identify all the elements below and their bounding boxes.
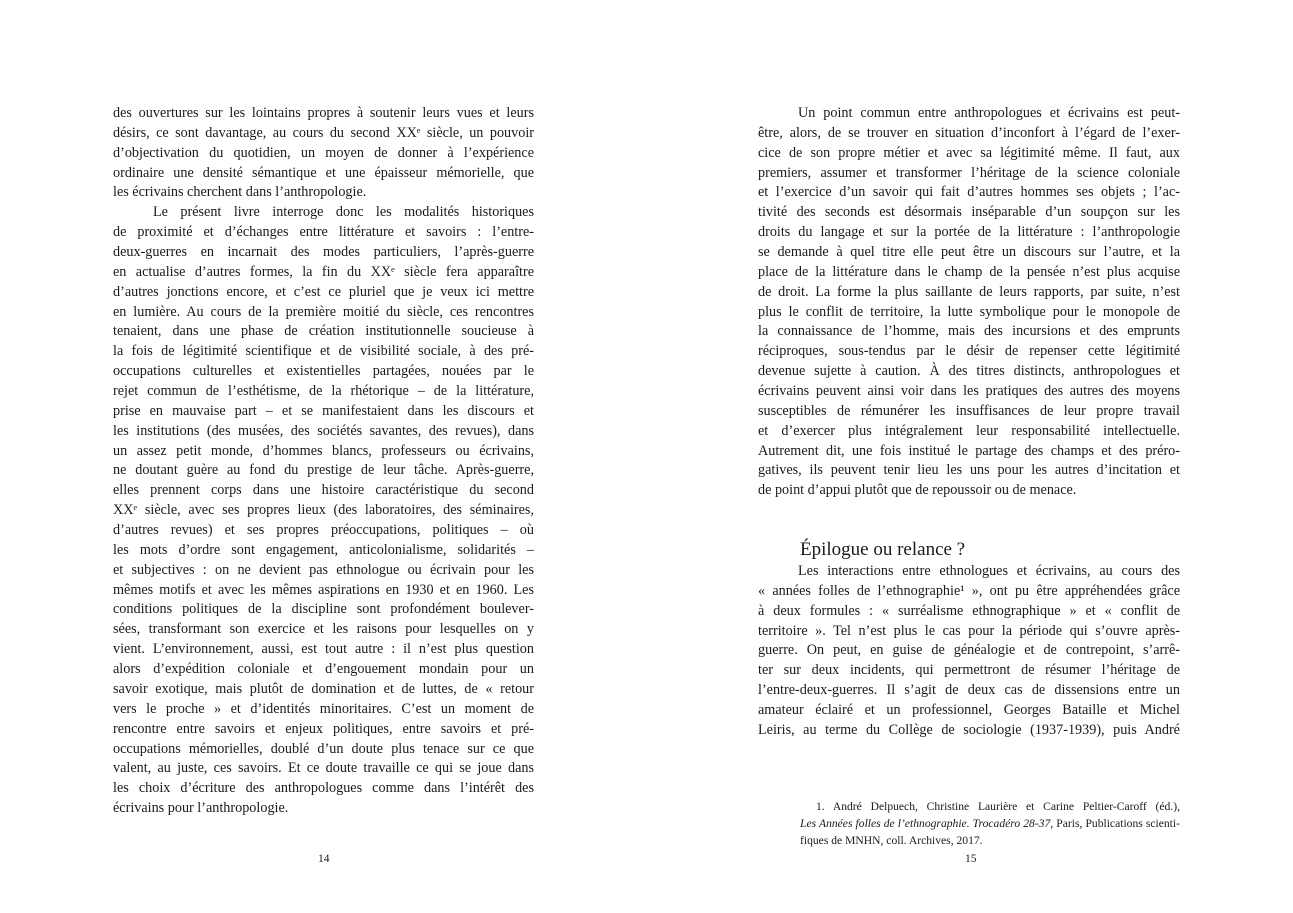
text-line: d’autres revues) et ses propres préoccupations, politiques – où	[113, 522, 534, 539]
text-line: les mots d’ordre sont engagement, anticolonialisme, solidarités –	[113, 541, 534, 558]
text-line: d’objectivation du quotidien, un moyen de donner à l’expérience	[113, 144, 534, 161]
footnote-title: Les Années folles de l’ethnographie. Trocadéro 28-37	[800, 817, 1051, 830]
section-heading: Épilogue ou relance ?	[800, 539, 966, 560]
text-line: tenaient, dans une phase de création institutionnelle soucieuse à	[113, 323, 534, 340]
text-line: ne doutant guère au fond du prestige de leur tâche. Après-guerre,	[113, 462, 534, 479]
text-line: rejet commun de l’esthétisme, de la rhétorique – de la littérature,	[113, 383, 534, 400]
left-page-body	[113, 104, 534, 819]
text-line: en lumière. Au cours de la première moitié du siècle, ces rencontres	[113, 303, 534, 320]
page-number-left: 14	[318, 853, 330, 865]
section-paragraph	[758, 562, 1180, 741]
right-page-body	[758, 104, 1180, 501]
text-line: à deux formules : « surréalisme ethnographique » et « conflit de	[758, 602, 1180, 619]
text-line: XXᵉ siècle, avec ses propres lieux (des laboratoires, des séminaires,	[113, 502, 534, 519]
text-line: conditions politiques de la discipline sont profondément boulever-	[113, 601, 534, 618]
text-line: les écrivains cherchent dans l’anthropologie.	[113, 184, 367, 201]
text-line: occupations culturelles et existentielles partagées, nouées par le	[113, 363, 534, 380]
text-line: de proximité et d’échanges entre littérature et savoirs : l’entre-	[113, 224, 534, 241]
text-line: de point d’appui plutôt que de repoussoir ou de menace.	[758, 482, 1077, 499]
page-number-right: 15	[965, 853, 977, 865]
text-line: elles prennent corps dans une histoire caractéristique du second	[113, 482, 534, 499]
text-line: sées, transformant son exercice et les raisons pour lesquelles on y	[113, 621, 534, 638]
text-line: premiers, assumer et transformer l’héritage de la science coloniale	[758, 164, 1180, 181]
text-line: place de la littérature dans le champ de la pensée n’est plus acquise	[758, 263, 1180, 280]
text-line: et d’exercer plus intégralement leur responsabilité intellectuelle.	[758, 422, 1180, 439]
text-line: valent, au juste, ces savoirs. Et ce doute travaille ce qui se joue dans	[113, 760, 534, 777]
text-line: réciproques, sous-tendus par le désir de repenser cette légitimité	[758, 343, 1180, 360]
text-line: tivité des seconds est désormais inséparable d’un soupçon sur les	[758, 204, 1180, 221]
text-line: des ouvertures sur les lointains propres à soutenir leurs vues et leurs	[113, 105, 534, 121]
text-line: écrivains peuvent ainsi voir dans les pratiques des autres des moyens	[758, 383, 1180, 400]
footnote-line	[800, 815, 1180, 832]
text-line: amateur éclairé et un professionnel, Georges Bataille et Michel	[758, 702, 1180, 719]
text-line: devenue sujette à caution. À des titres distincts, anthropologues et	[758, 363, 1180, 380]
text-line: vient. L’environnement, aussi, est tout autre : il n’est plus question	[113, 641, 534, 658]
paragraph	[113, 203, 534, 819]
text-line: droits du langage et sur la portée de la littérature : l’anthropologie	[758, 224, 1180, 241]
text-line: Un point commun entre anthropologues et écrivains est peut-	[798, 105, 1180, 121]
text-line: Leiris, au terme du Collège de sociologie (1937-1939), puis André	[758, 721, 1180, 738]
footnote-line: fiques de MNHN, coll. Archives, 2017.	[800, 834, 983, 847]
text-line: écrivains pour l’anthropologie.	[113, 800, 289, 817]
text-line: Autrement dit, une fois institué le partage des champs et des préro-	[758, 442, 1180, 459]
text-line: « années folles de l’ethnographie¹ », ont pu être appréhendées grâce	[758, 582, 1180, 599]
text-line: rencontre entre savoirs et enjeux politiques, entre savoirs et pré-	[113, 720, 534, 737]
text-line: vers le proche » et d’identités minoritaires. C’est un moment de	[113, 700, 534, 717]
text-line: Les interactions entre ethnologues et écrivains, au cours des	[798, 563, 1180, 579]
text-line: la fois de légitimité scientifique et de visibilité sociale, à des pré-	[113, 343, 534, 360]
text-line: désirs, ce sont davantage, au cours du second XXᵉ siècle, un pouvoir	[113, 124, 534, 141]
text-line: et l’exercice d’un savoir qui fait d’autres hommes ses objets ; l’ac-	[758, 184, 1180, 201]
text-line: plus le conflit de territoire, la lutte symbolique pour le monopole de	[758, 303, 1180, 320]
text-line: se demande à quel titre elle peut être un discours sur l’autre, et la	[758, 244, 1180, 261]
text-line: l’entre-deux-guerres. Il s’agit de deux cas de dissensions entre un	[758, 682, 1180, 699]
footnote-line: 1. André Delpuech, Christine Laurière et Carine Peltier-Caroff (éd.),	[816, 800, 1180, 813]
text-line: savoir exotique, mais plutôt de domination et de luttes, de « retour	[113, 680, 534, 697]
footnote	[800, 798, 1180, 849]
text-line: d’autres jonctions encore, et c’est ce pluriel que je veux ici mettre	[113, 283, 534, 300]
text-line: gatives, ils peuvent tenir lieu les uns pour les autres d’incitation et	[758, 462, 1180, 479]
text-line: susceptibles de rémunérer les insuffisances de leur propre travail	[758, 402, 1180, 419]
footnote-text: , Paris, Publications scienti-	[1050, 817, 1180, 830]
text-line: les institutions (des musées, des sociétés savantes, des revues), dans	[113, 422, 534, 439]
text-line: la connaissance de l’homme, mais des incursions et des emprunts	[758, 323, 1180, 340]
text-line: un assez petit monde, d’hommes blancs, professeurs ou écrivains,	[113, 442, 534, 459]
paragraph	[758, 104, 1180, 501]
paragraph	[758, 562, 1180, 741]
text-line: ter sur deux incidents, qui permettront de résumer l’héritage de	[758, 662, 1180, 679]
text-line: ordinaire une densité sémantique et une épaisseur mémorielle, que	[113, 164, 534, 181]
text-line: deux-guerres en incarnait des modes particuliers, l’après-guerre	[113, 244, 534, 261]
text-line: mêmes motifs et avec les mêmes aspirations en 1930 et en 1960. Les	[113, 581, 534, 598]
text-line: cice de son propre métier et avec sa légitimité même. Il faut, aux	[758, 144, 1180, 161]
text-line: prise en mauvaise part – et se manifestaient dans les discours et	[113, 402, 534, 419]
text-line: occupations mémorielles, doublé d’un doute plus tenace sur ce que	[113, 740, 534, 757]
text-line: territoire ». Tel n’est plus le cas pour la période qui s’ouvre après-	[758, 622, 1180, 639]
text-line: Le présent livre interroge donc les modalités historiques	[153, 204, 534, 221]
text-line: les choix d’écriture des anthropologues comme dans l’intérêt des	[113, 780, 534, 797]
text-line: en actualise d’autres formes, la fin du XXᵉ siècle fera apparaître	[113, 263, 534, 280]
text-line: guerre. On peut, en guise de généalogie et de contrepoint, s’arrê-	[758, 642, 1180, 659]
text-line: et subjectives : on ne devient pas ethnologue ou écrivain pour les	[113, 561, 534, 578]
text-line: alors d’expédition coloniale et d’engouement mondain pour un	[113, 661, 534, 678]
text-line: de droit. La forme la plus saillante de leurs rapports, par suite, n’est	[758, 283, 1180, 300]
paragraph	[113, 104, 534, 203]
text-line: être, alors, de se trouver en situation d’inconfort à l’égard de l’exer-	[758, 124, 1180, 141]
